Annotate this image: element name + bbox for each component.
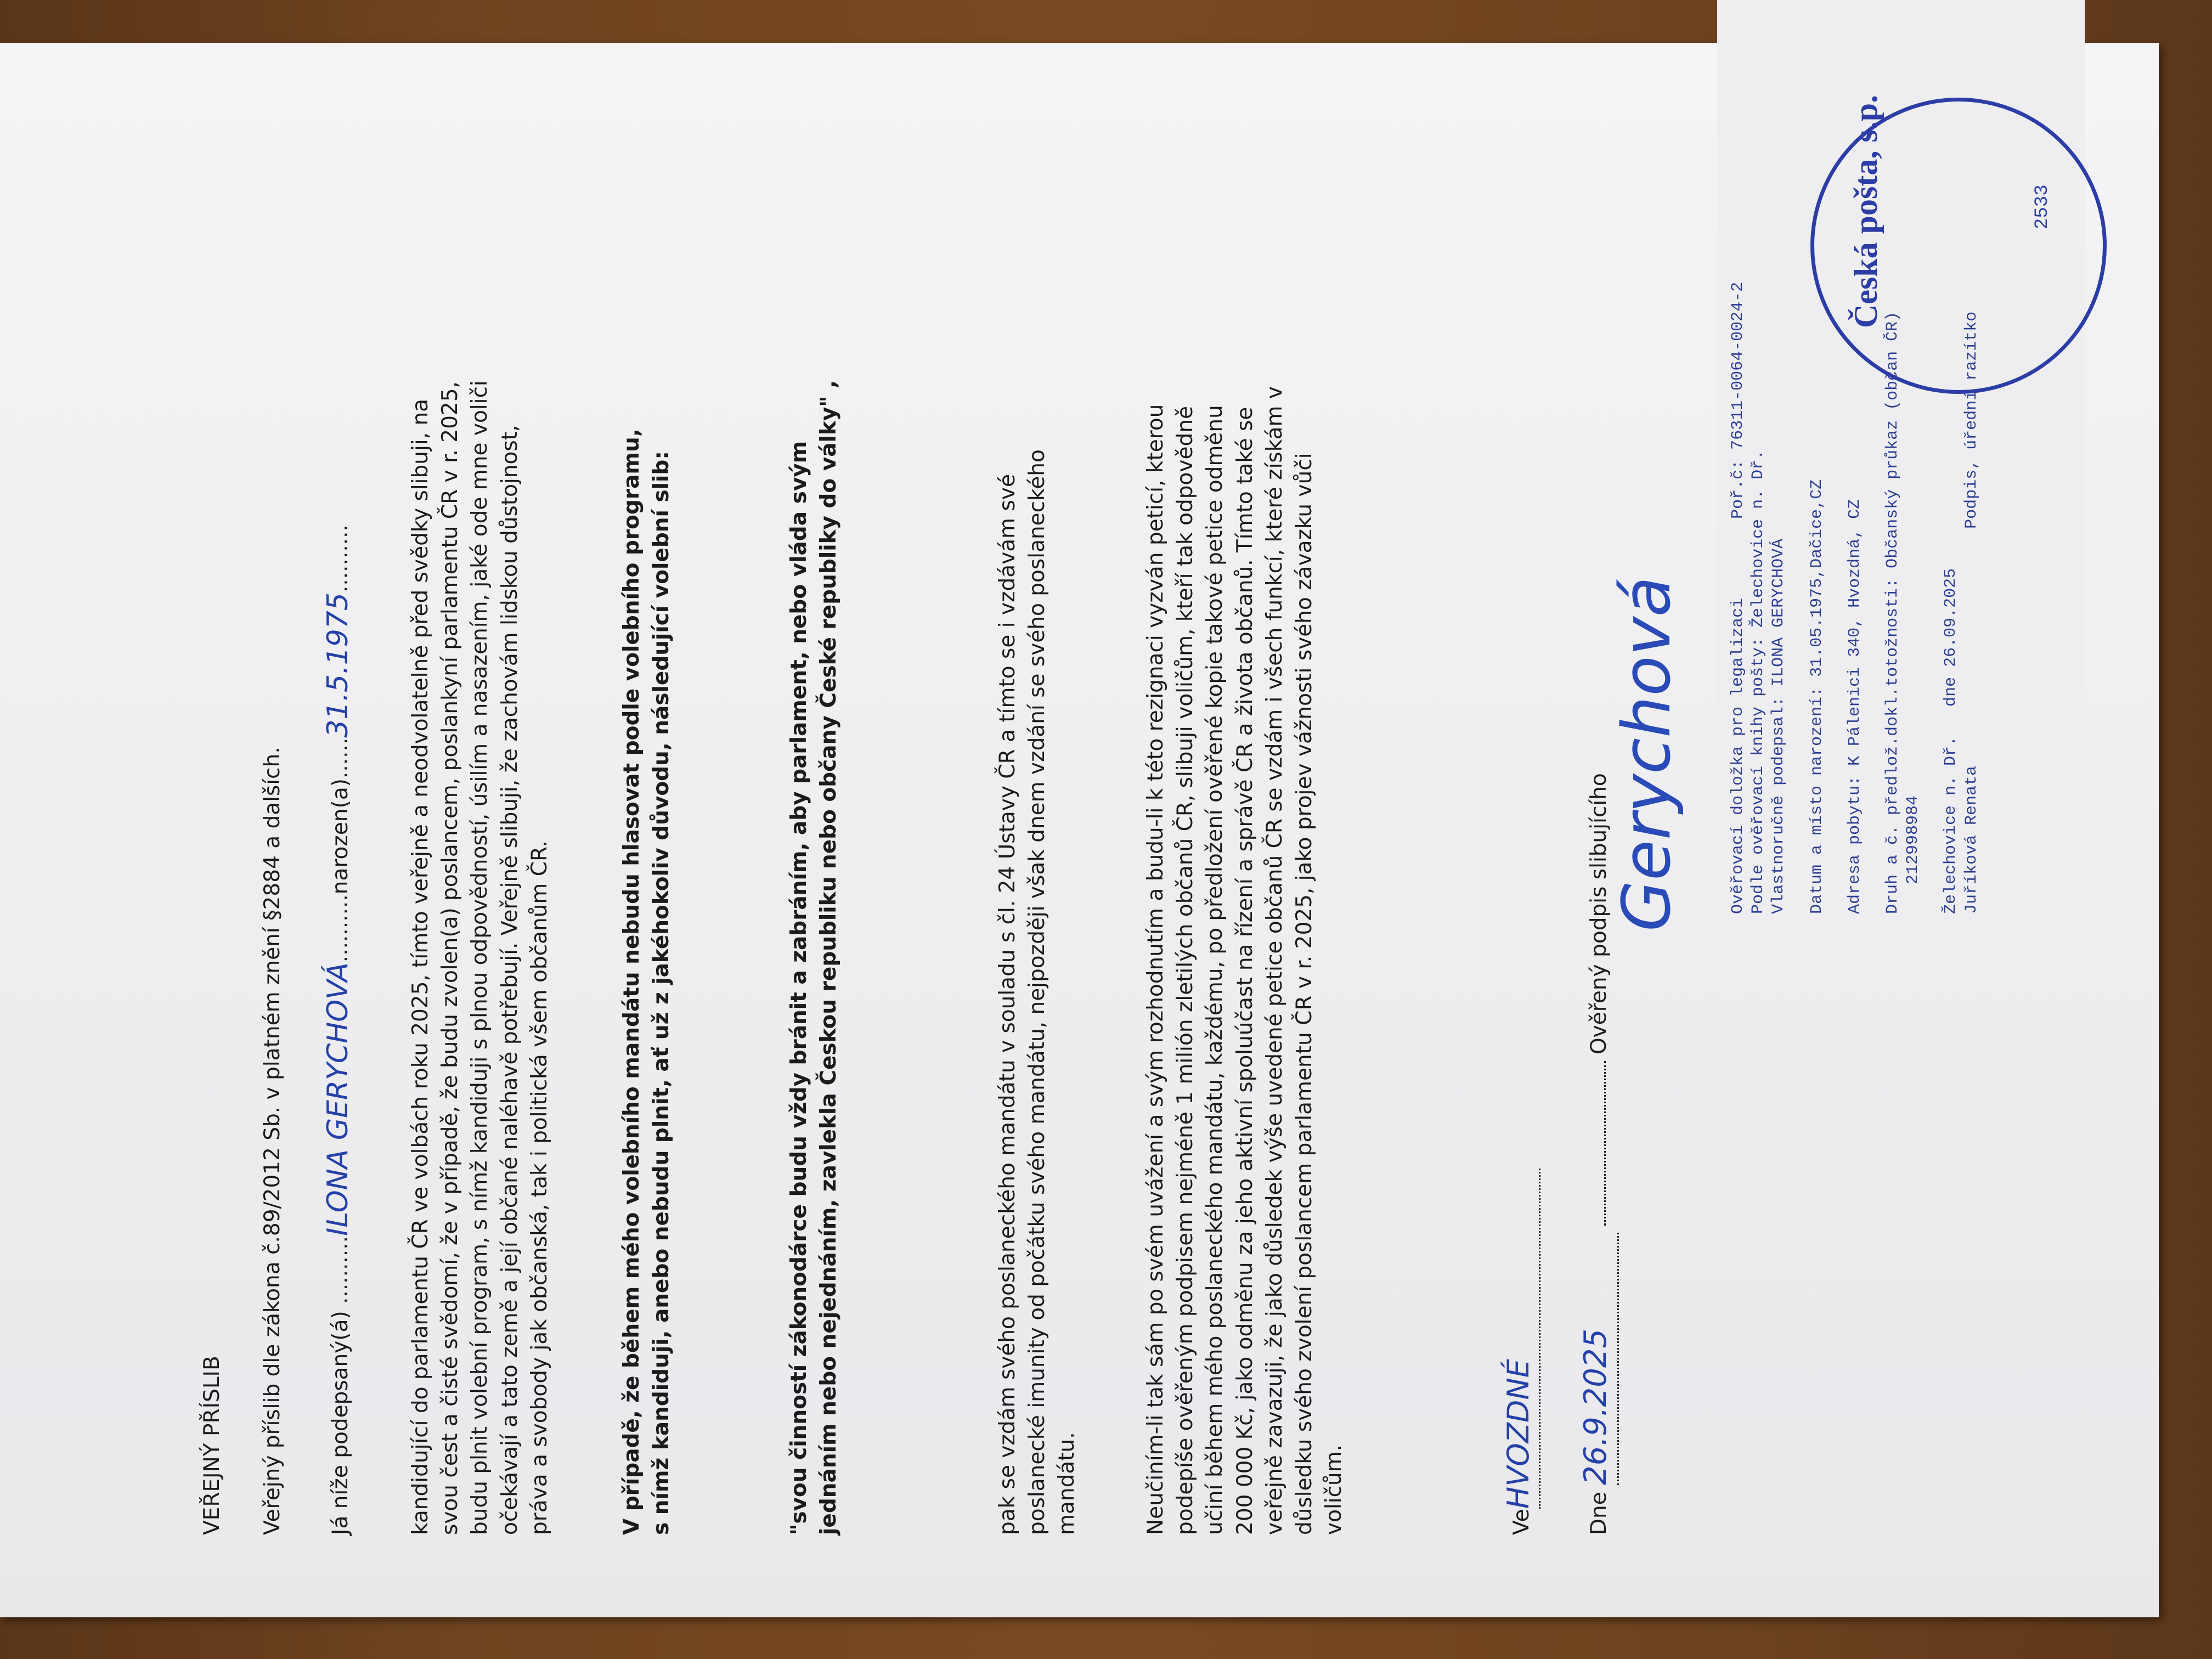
intro-line: Veřejný příslib dle zákona č.89/2012 Sb. v platném znění §2884 a dalších. (260, 747, 285, 1535)
verification-line-8: Želechovice n. Dř. dne 26.09.2025 (1942, 568, 1961, 914)
signature-label: Ověřený podpis slibujícího (1587, 773, 1611, 1055)
paragraph-resignation: pak se vzdám svého poslaneckého mandátu v souladu s čl. 24 Ústavy ČR a tímto se i vzdávám své poslanecké imunity od počátku svého mandátu, nejpozději však dnem vzdání se svého poslaneckého mandátu. (995, 449, 1080, 1535)
seal-text: Česká pošta, s.p. (1848, 94, 1884, 328)
verification-line-5: Adresa pobytu: K Pálenici 340, Hvozdná, CZ (1845, 499, 1864, 914)
verification-line-2: Podle ověřovací knihy pošty: Želechovice n. Dř. (1749, 449, 1768, 914)
paper-sheet (0, 43, 2159, 1617)
verification-line-6: Druh a č. předlož.dokl.totožnosti: Občanský průkaz (občan ČR) (1883, 311, 1902, 914)
place-value: HVOZDNÉ (1501, 1359, 1536, 1509)
birth-date: 31.5.1975 (321, 592, 354, 738)
seal-number: 2533 (2032, 184, 2053, 229)
signatory-name: ILONA GERYCHOVÁ (321, 962, 354, 1236)
date-value: 26.9.2025 (1578, 1328, 1613, 1485)
place-prefix: Ve (1509, 1509, 1534, 1535)
verification-line-9: Juříková Renata Podpis, úřední razítko (1962, 311, 1981, 914)
document-page (0, 43, 2159, 1617)
document-title: VEŘEJNÝ PŘÍSLIB (200, 1356, 224, 1535)
handwritten-signature: Gerychová (1609, 576, 1685, 932)
quote-promise: "svou činností zákonodárce budu vždy bránit a zabráním, aby parlament, nebo vláda svým jednáním nebo nejednáním, zavlekla Českou republiku nebo občany České republiky do války" , (787, 380, 842, 1535)
verification-line-4: Datum a místo narození: 31.05.1975,Dačice,CZ (1807, 479, 1826, 914)
paragraph-pledge: kandidující do parlamentu ČR ve volbách roku 2025, tímto veřejně a neodvolatelně před svědky slibuji, na svou čest a čisté svědomí, že v případě, že budu zvolen(a) poslancem, poslankyní parlamentu ČR v r. 2025, budu plnit volební program, s nímž kandiduji s plnou odpovědností, úsilím a nasazením, jaké ode mne voliči očekávají a tato země a její občané naléhavě potřebují. Veřejně slibuji, že zachovám lidskou důstojnost, práva a svobody jak občanská, tak i politická všem občanům ČR. (408, 380, 552, 1535)
signatory-prefix: Já níže podepsaný(á) .......... (328, 1235, 353, 1535)
verification-line-3: Vlastnoručně podepsal: ILONA GERYCHOVÁ (1769, 538, 1788, 914)
verification-line-1: Ověřovací doložka pro legalizaci Poř.č: 76311-0064-0024-2 (1729, 281, 1747, 914)
signatory-mid: ..........narozen(a)...... (328, 737, 353, 963)
paragraph-petition: Neučiním-li tak sám po svém uvážení a svým rozhodnutím a budu-li k této rezignaci vyzván peticí, kterou podepíše ověřeným podpisem nejméně 1 milión zletilých občanů ČR, slibuji voličům, kteří tak odpovědně učiní během mého poslaneckého mandátu, každému, po předložení ověřené kopie takové petice odměnu 200 000 Kč, jako odměnu za jeho aktivní spoluúčast na řízení a správě ČR a života občanů. Tímto také se veřejně zavazuji, že jako důsledek výše uvedené petice občanů ČR se vzdám i všech funkcí, které získám v důsledku svého zvolení poslancem parlamentu ČR v r. 2025, jako projev vážnosti svého závazku vůči voličům. (1143, 386, 1347, 1535)
verification-line-7: 212998984 (1904, 795, 1923, 914)
paragraph-condition: V případě, že během mého volebního mandátu nebudu hlasovat podle volebního programu, s nímž kandiduji, anebo nebudu plnit, ať už z jakéhokoliv důvodu, následující volební slib: (619, 428, 674, 1535)
date-prefix: Dne (1587, 1492, 1611, 1535)
signatory-suffix: .......... (328, 524, 353, 593)
